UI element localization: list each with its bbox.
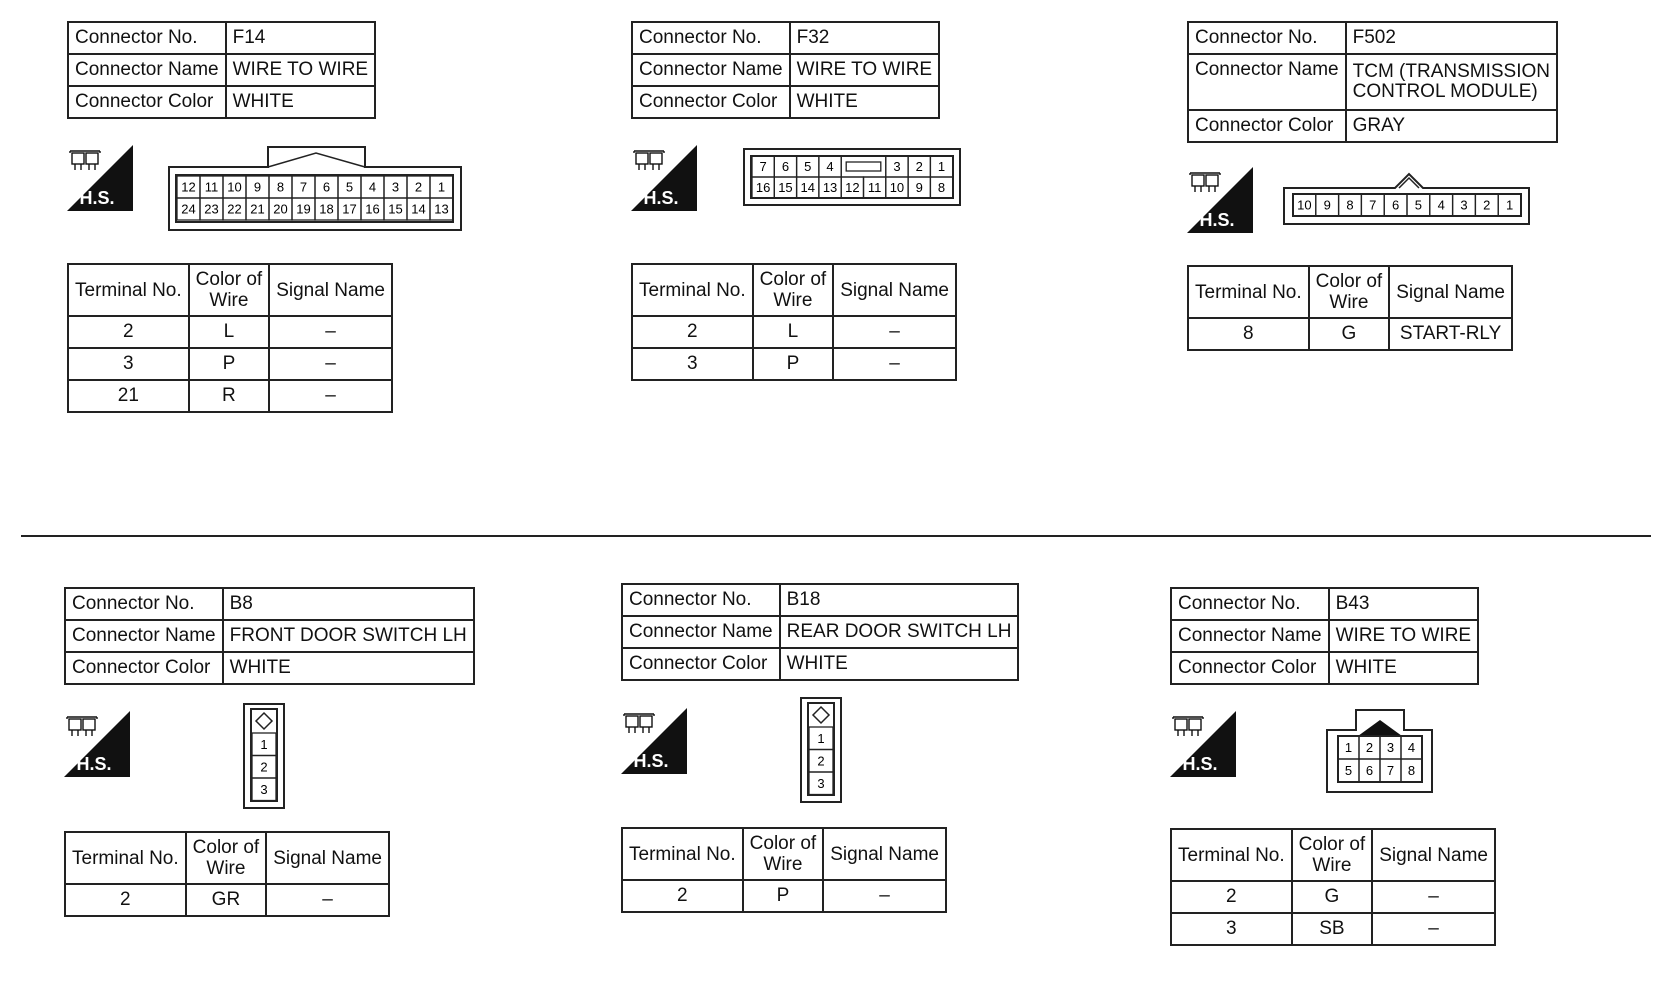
harness-side-icon [1187,167,1253,233]
connector-info-table [631,21,940,119]
wire-color-cell: L [753,316,834,348]
terminal-no-cell: 2 [632,316,753,348]
pin-number: 7 [1369,197,1377,213]
connector-face-f14 [168,145,463,232]
signal-name-cell: START-RLY [1389,318,1512,350]
connector-name-value: REAR DOOR SWITCH LH [780,616,1019,648]
pin-number: 7 [1386,763,1395,779]
pin-number: 3 [817,775,825,791]
connector-name-label: Connector Name [1188,54,1346,110]
connector-no-value: F32 [790,22,939,54]
terminal-no-header: Terminal No. [68,264,189,316]
pin-number: 2 [817,753,825,769]
connector-face-b18 [800,697,842,803]
connector-no-label: Connector No. [68,22,226,54]
pin-number: 5 [345,179,354,195]
pin-number: 10 [889,180,905,196]
wire-color-cell: P [753,348,834,380]
table-row [65,884,389,916]
terminal-no-header: Terminal No. [1188,266,1309,318]
pin-number: 2 [915,159,923,175]
terminal-no-cell: 2 [622,880,743,912]
connector-color-value: GRAY [1346,110,1557,142]
hs-label: H.S. [76,754,112,774]
pin-number: 11 [204,179,219,195]
pin-number: 8 [276,179,285,195]
signal-name-header: Signal Name [1372,829,1495,881]
harness-side-icon [631,145,697,211]
connector-no-label: Connector No. [622,584,780,616]
pin-number: 8 [1407,763,1416,779]
hs-label: H.S. [633,751,669,771]
pin-number: 6 [1391,197,1400,213]
connector-color-label: Connector Color [65,652,223,684]
connector-name-label: Connector Name [1171,620,1329,652]
pin-number: 16 [755,180,771,196]
terminal-no-cell: 2 [1171,881,1292,913]
section-divider [21,535,1651,537]
harness-side-icon [67,145,133,211]
connector-no-value: B18 [780,584,1019,616]
wire-color-cell: P [743,880,824,912]
wire-text: Wire [1329,292,1369,313]
pin-number: 17 [342,201,357,217]
wire-color-header [186,832,267,884]
connector-face-b8 [243,703,285,809]
connector-name-label: Connector Name [632,54,790,86]
table-row [68,316,392,348]
table-row [68,380,392,412]
wire-color-header [189,264,270,316]
hs-label: H.S. [1199,210,1235,230]
connector-name-label: Connector Name [65,620,223,652]
pin-number: 5 [1344,763,1353,779]
table-row [1171,913,1495,945]
wire-color-cell: G [1309,318,1390,350]
connector-face-f502 [1283,170,1531,226]
pin-number: 10 [227,179,242,195]
blank-slot [846,162,881,171]
table-row [622,880,946,912]
color-of-text: Color of [759,269,827,290]
pin-number: 18 [319,201,334,217]
signal-name-header: Signal Name [266,832,389,884]
wire-color-cell: G [1292,881,1373,913]
pin-number: 1 [1505,197,1514,213]
table-row [632,348,956,380]
pin-number: 4 [1407,740,1416,756]
connector-info-table [1170,587,1479,685]
pin-number: 5 [1414,197,1423,213]
wire-text: Wire [773,290,813,311]
connector-no-label: Connector No. [632,22,790,54]
pin-number: 4 [368,179,377,195]
terminal-table [64,831,390,917]
pin-number: 14 [800,180,815,196]
hs-label: H.S. [643,188,679,208]
pin-number: 7 [759,159,767,175]
signal-name-header: Signal Name [1389,266,1512,318]
signal-name-cell: – [269,380,392,412]
pin-number: 3 [391,179,400,195]
connector-no-value: B43 [1329,588,1478,620]
terminal-no-header: Terminal No. [632,264,753,316]
wire-text: Wire [206,858,246,879]
wire-text: Wire [209,290,249,311]
pin-number: 9 [915,180,923,196]
pin-number: 2 [260,759,268,775]
pin-number: 4 [826,159,834,175]
pin-number: 1 [937,159,946,175]
pin-number: 21 [250,201,265,217]
pin-number: 6 [781,159,790,175]
signal-name-header: Signal Name [269,264,392,316]
wire-color-cell: R [189,380,270,412]
signal-name-cell: – [833,348,956,380]
terminal-no-cell: 21 [68,380,189,412]
pin-number: 19 [296,201,311,217]
pin-number: 14 [411,201,426,217]
connector-color-value: WHITE [780,648,1019,680]
terminal-no-header: Terminal No. [622,828,743,880]
pin-number: 6 [1365,763,1374,779]
color-of-text: Color of [192,837,260,858]
connector-name-value: FRONT DOOR SWITCH LH [223,620,474,652]
pin-number: 15 [778,180,793,196]
signal-name-cell: – [269,348,392,380]
connector-color-label: Connector Color [68,86,226,118]
signal-name-cell: – [823,880,946,912]
pin-number: 3 [1386,740,1395,756]
terminal-no-cell: 3 [1171,913,1292,945]
pin-number: 23 [204,201,219,217]
connector-face-b43 [1326,708,1434,794]
color-of-text: Color of [195,269,263,290]
wire-color-header [753,264,834,316]
wire-text: Wire [1312,855,1352,876]
pin-number: 9 [253,179,262,195]
connector-no-value: F14 [226,22,375,54]
pin-number: 4 [1437,197,1445,213]
harness-side-icon [64,711,130,777]
pin-number: 20 [273,201,288,217]
signal-name-cell: – [266,884,389,916]
wire-text: Wire [763,854,803,875]
pin-number: 11 [867,180,882,196]
connector-name-value: WIRE TO WIRE [790,54,939,86]
terminal-no-header: Terminal No. [65,832,186,884]
pin-number: 16 [365,201,380,217]
pin-number: 13 [822,180,838,196]
signal-name-cell: – [1372,881,1495,913]
connector-color-value: WHITE [226,86,375,118]
harness-side-icon [1170,711,1236,777]
connector-name-value: WIRE TO WIRE [1329,620,1478,652]
table-row [1188,318,1512,350]
pin-number: 5 [804,159,812,175]
pin-number: 8 [1346,197,1354,213]
table-row [68,348,392,380]
pin-number: 2 [414,179,423,195]
pin-number: 12 [845,180,860,196]
pin-cell [841,156,886,177]
pin-number: 6 [322,179,331,195]
connector-no-value: F502 [1346,22,1557,54]
connector-face-f32 [743,148,962,207]
connector-name-value: WIRE TO WIRE [226,54,375,86]
pin-number: 22 [227,201,242,217]
connector-info-table [621,583,1019,681]
pin-number: 8 [937,180,946,196]
pin-number: 2 [1365,740,1374,756]
terminal-no-cell: 2 [68,316,189,348]
terminal-no-cell: 8 [1188,318,1309,350]
terminal-table [631,263,957,381]
wire-color-cell: P [189,348,270,380]
terminal-table [1170,828,1496,946]
hs-label: H.S. [79,188,115,208]
connector-color-value: WHITE [223,652,474,684]
terminal-no-cell: 2 [65,884,186,916]
connector-color-label: Connector Color [1171,652,1329,684]
pin-number: 1 [817,730,825,746]
pin-number: 3 [893,159,901,175]
connector-info-table [67,21,376,119]
wire-color-cell: SB [1292,913,1373,945]
connector-color-label: Connector Color [1188,110,1346,142]
pin-number: 24 [181,201,196,217]
connector-color-label: Connector Color [632,86,790,118]
connector-color-value: WHITE [790,86,939,118]
connector-name-line1: TCM (TRANSMISSION [1352,61,1551,82]
wire-color-cell: L [189,316,270,348]
hs-label: H.S. [1182,754,1218,774]
pin-number: 10 [1297,197,1312,213]
connector-name-value [1346,54,1557,110]
connector-no-value: B8 [223,588,474,620]
wire-color-header [743,828,824,880]
table-row [632,316,956,348]
connector-name-label: Connector Name [68,54,226,86]
pin-number: 3 [260,781,268,797]
connector-no-label: Connector No. [1171,588,1329,620]
signal-name-header: Signal Name [833,264,956,316]
wire-color-header [1309,266,1390,318]
color-of-text: Color of [749,833,817,854]
pin-number: 3 [1460,197,1468,213]
connector-info-table [64,587,475,685]
terminal-no-cell: 3 [68,348,189,380]
signal-name-cell: – [833,316,956,348]
pin-number: 1 [1344,740,1353,756]
wire-color-cell: GR [186,884,267,916]
terminal-table [1187,265,1513,351]
connector-name-line2: CONTROL MODULE) [1352,81,1538,102]
pin-number: 13 [434,201,449,217]
pin-number: 7 [299,179,308,195]
table-row [1171,881,1495,913]
terminal-no-header: Terminal No. [1171,829,1292,881]
terminal-table [67,263,393,413]
wire-color-header [1292,829,1373,881]
connector-no-label: Connector No. [1188,22,1346,54]
connector-no-label: Connector No. [65,588,223,620]
pin-number: 2 [1483,197,1491,213]
terminal-table [621,827,947,913]
signal-name-cell: – [1372,913,1495,945]
terminal-no-cell: 3 [632,348,753,380]
harness-side-icon [621,708,687,774]
connector-name-label: Connector Name [622,616,780,648]
pin-number: 15 [388,201,403,217]
connector-info-table [1187,21,1558,143]
signal-name-cell: – [269,316,392,348]
pin-number: 9 [1323,197,1331,213]
color-of-text: Color of [1298,834,1366,855]
connector-color-label: Connector Color [622,648,780,680]
pin-number: 1 [260,736,268,752]
pin-number: 1 [437,179,446,195]
color-of-text: Color of [1315,271,1383,292]
signal-name-header: Signal Name [823,828,946,880]
pin-number: 12 [181,179,196,195]
connector-color-value: WHITE [1329,652,1478,684]
